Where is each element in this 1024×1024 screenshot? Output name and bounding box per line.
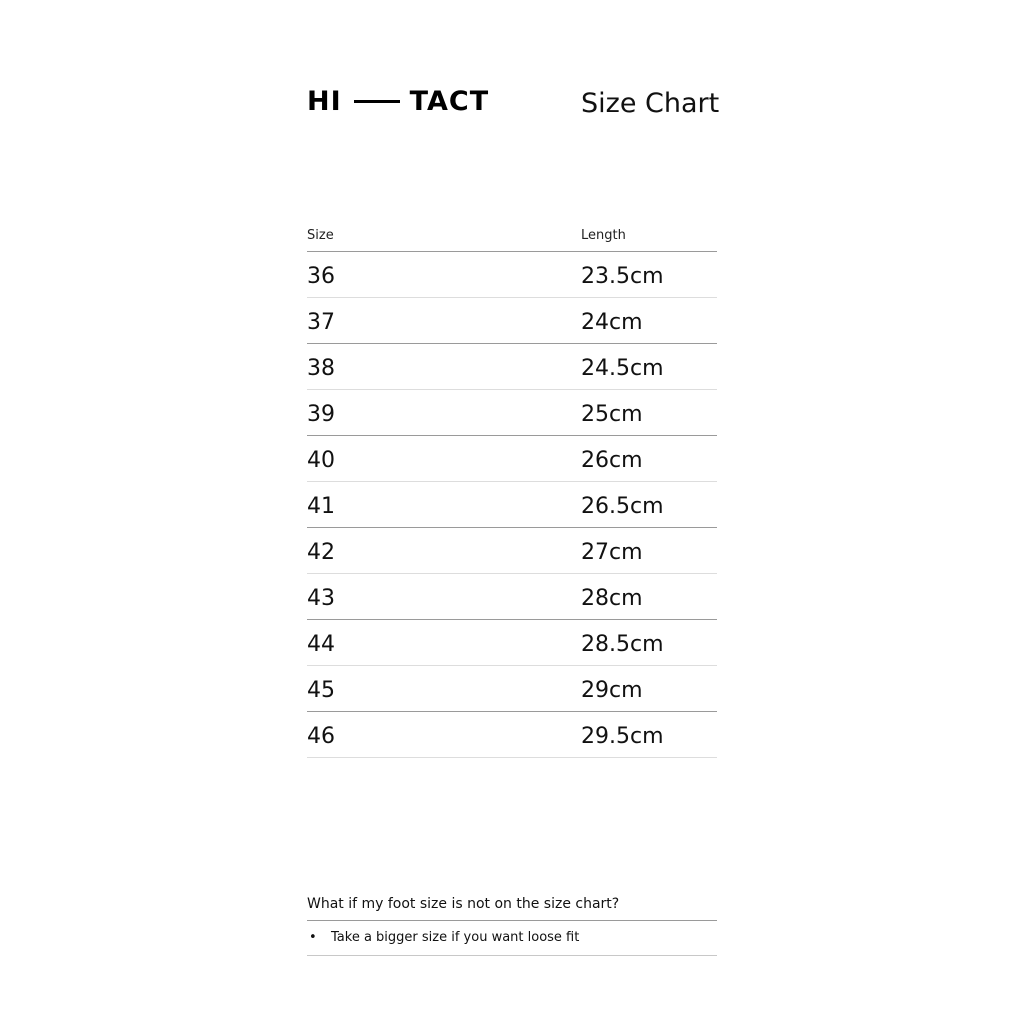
faq-question: What if my foot size is not on the size chart? [307,890,717,921]
size-cell: 41 [307,494,335,519]
column-header-length: Length [581,228,626,243]
faq-answer-text: Take a bigger size if you want loose fit [331,930,580,945]
table-row [307,344,717,390]
table-row [307,298,717,344]
size-table [307,224,717,758]
brand-logo-dash [354,100,400,103]
length-cell: 26cm [581,448,643,473]
length-cell: 26.5cm [581,494,664,519]
brand-logo [307,86,489,116]
size-cell: 36 [307,264,335,289]
length-cell: 29.5cm [581,724,664,749]
table-row [307,390,717,436]
size-cell: 40 [307,448,335,473]
size-cell: 45 [307,678,335,703]
length-cell: 24.5cm [581,356,664,381]
size-cell: 37 [307,310,335,335]
size-cell: 43 [307,586,335,611]
brand-logo-right: TACT [409,85,490,117]
faq-section [307,890,717,956]
column-header-size: Size [307,228,334,243]
length-cell: 29cm [581,678,643,703]
length-cell: 28cm [581,586,643,611]
size-cell: 44 [307,632,335,657]
table-row [307,436,717,482]
size-cell: 46 [307,724,335,749]
table-row [307,528,717,574]
length-cell: 23.5cm [581,264,664,289]
table-row [307,252,717,298]
brand-logo-left: HI [307,85,342,117]
length-cell: 27cm [581,540,643,565]
size-cell: 38 [307,356,335,381]
table-row [307,620,717,666]
table-row [307,666,717,712]
page-title: Size Chart [581,88,720,119]
table-row [307,712,717,758]
length-cell: 28.5cm [581,632,664,657]
size-cell: 42 [307,540,335,565]
size-cell: 39 [307,402,335,427]
table-header [307,224,717,252]
length-cell: 25cm [581,402,643,427]
bullet-icon: • [309,930,317,945]
faq-answer-item [307,921,717,956]
table-row [307,574,717,620]
length-cell: 24cm [581,310,643,335]
table-row [307,482,717,528]
